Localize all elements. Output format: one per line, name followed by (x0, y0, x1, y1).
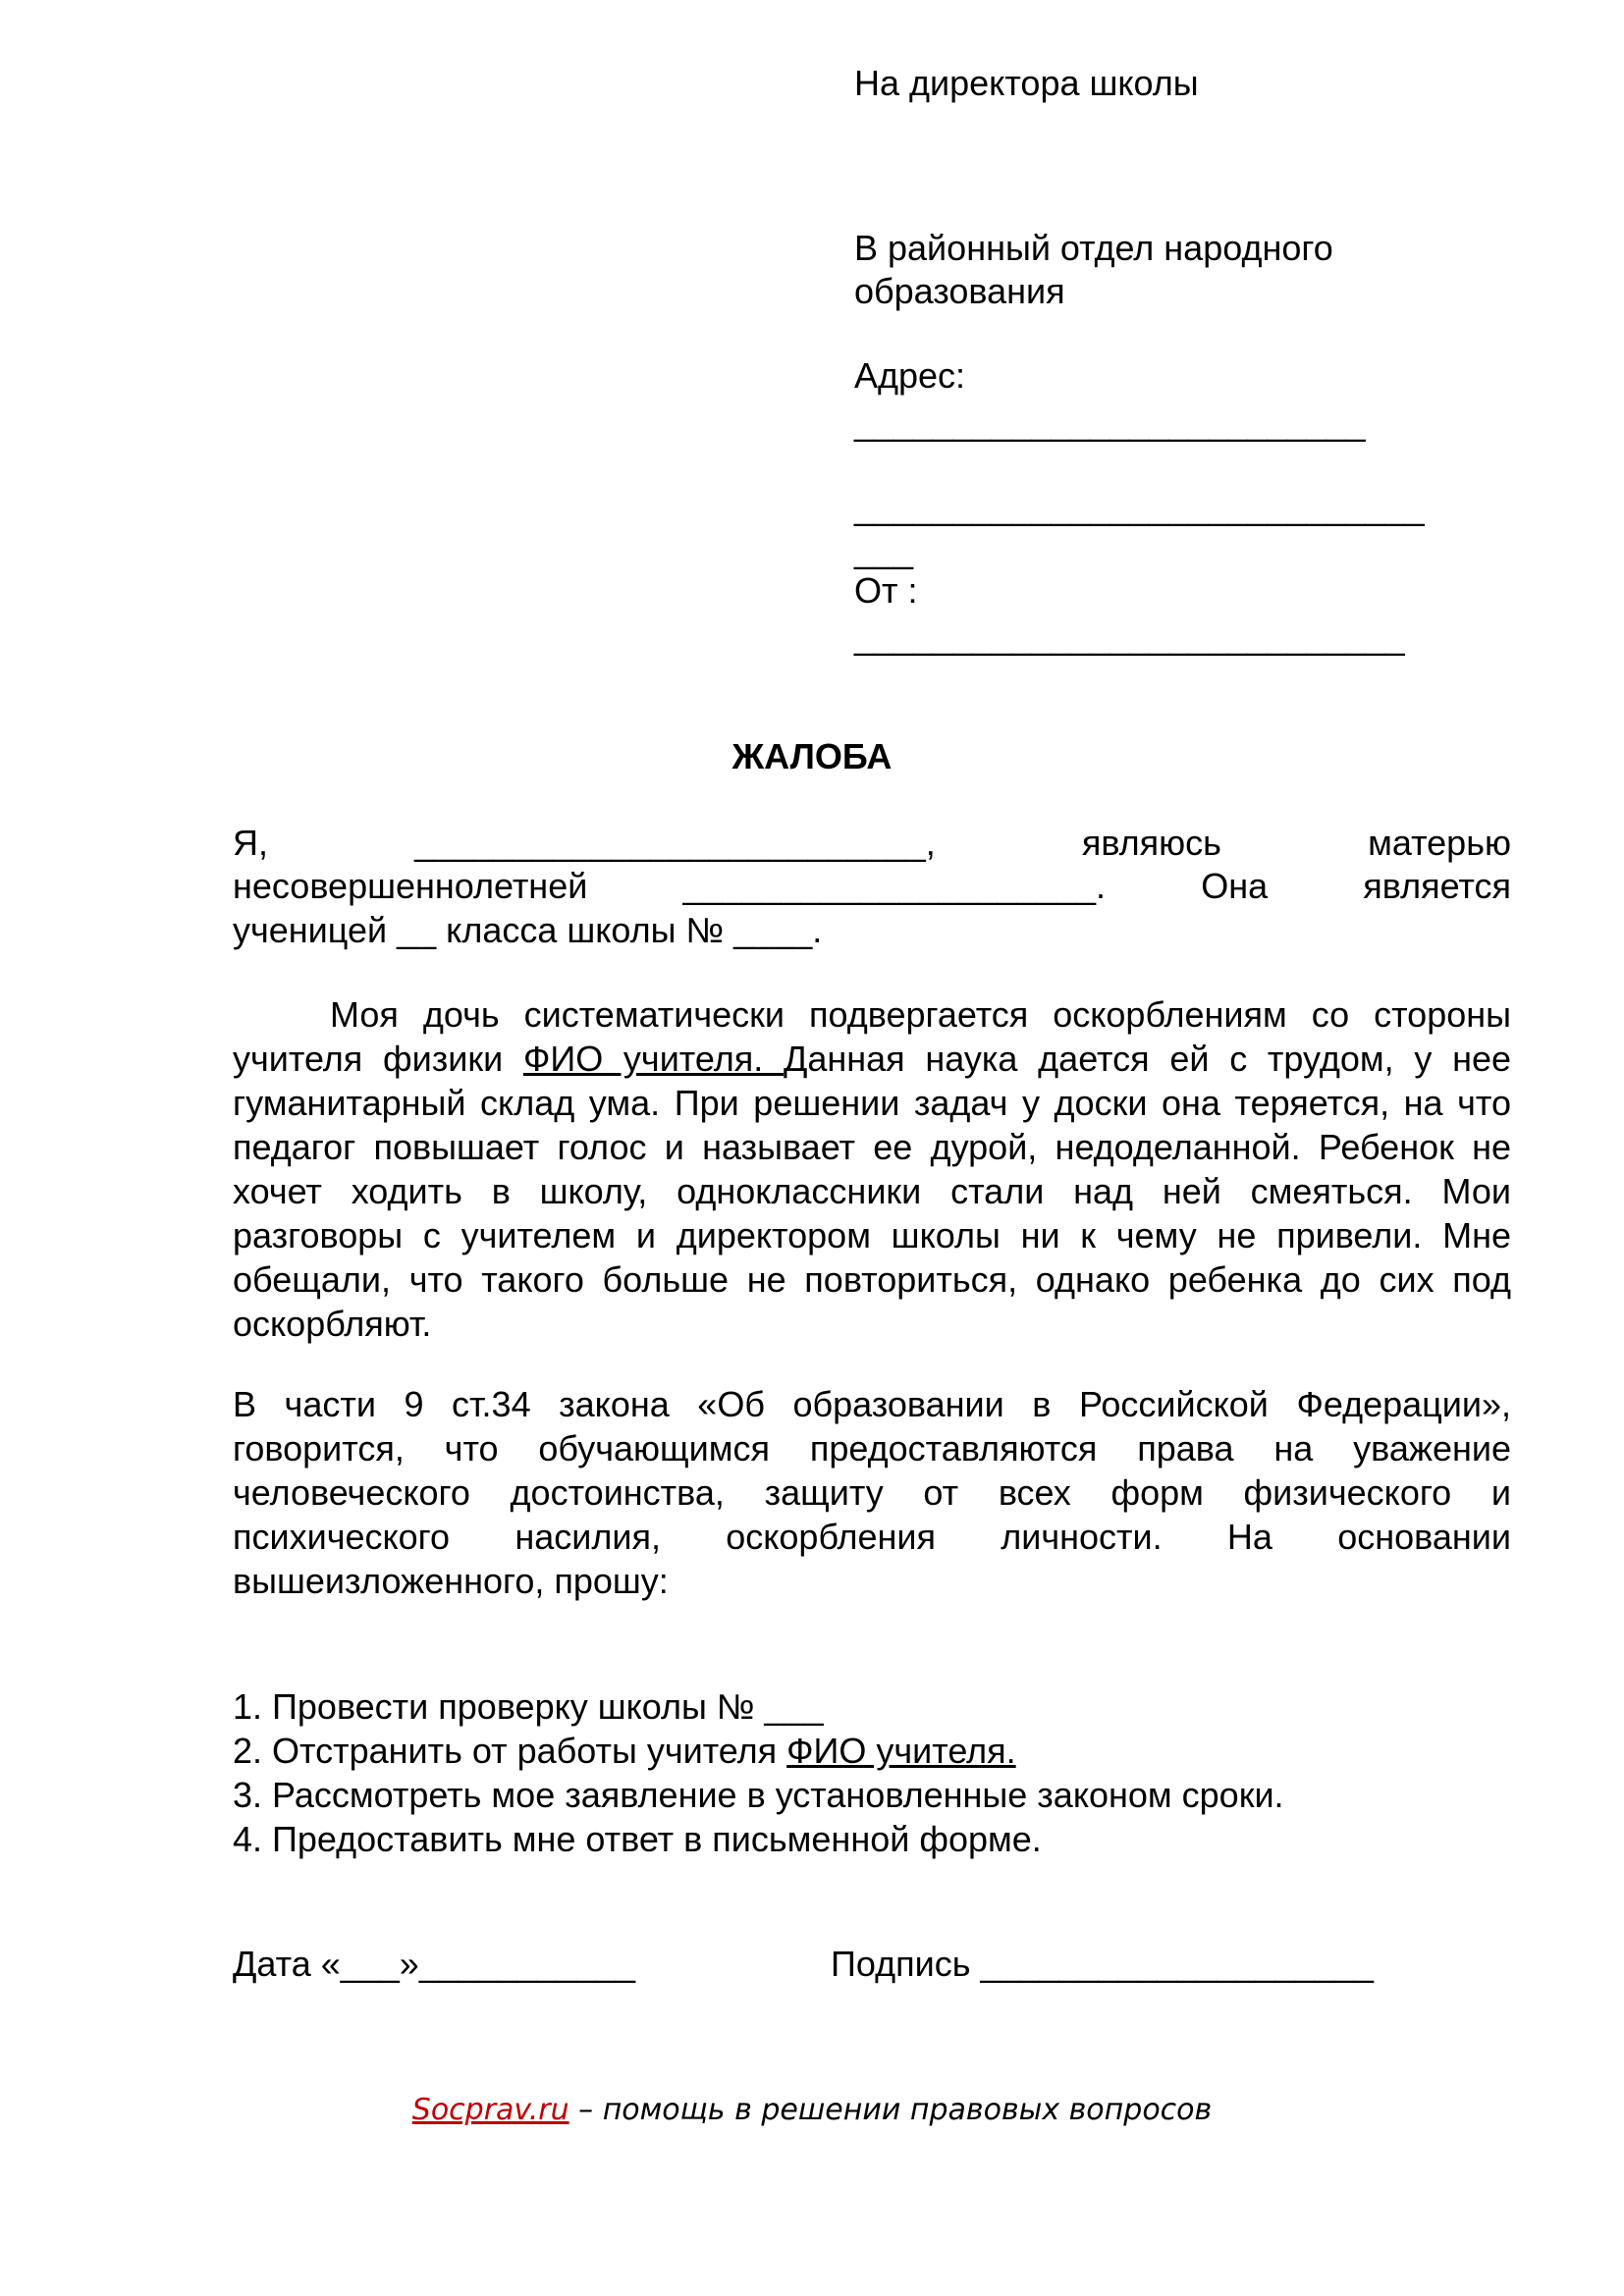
intro-line-3: ученицей __ класса школы № ____. (233, 910, 823, 950)
intro-word: Я, (233, 823, 268, 863)
footer-tagline: – помощь в решении правовых вопросов (568, 2093, 1213, 2127)
law-paragraph (233, 1382, 1511, 1603)
address-blank-2-cont: ___ (854, 530, 914, 570)
list-item: 4. Предоставить мне ответ в письменной форме. (233, 1819, 1042, 1859)
paragraph-text: В части 9 ст.34 закона «Об образовании в Российской Федерации», говорится, что обучающимся предоставляются права на уважение человеческого достоинства, защиту от всех форм физического и психического насилия, оскорбления личности. На основании вышеизложенного, прошу: (233, 1384, 1511, 1601)
intro-word: являюсь (1081, 823, 1221, 863)
from-label: От : (854, 570, 918, 611)
date-field: Дата «___»___________ (233, 1944, 636, 1984)
list-item: 3. Рассмотреть мое заявление в установленные законом сроки. (233, 1775, 1284, 1815)
intro-word: Она (1201, 866, 1269, 906)
paragraph-text: Данная наука дается ей с трудом, у нее гуманитарный склад ума. При решении задач у доски она теряется, на что педагог повышает голос и называет ее дурой, недоделанной. Ребенок не хочет ходить в школу, одноклассники стали над ней смеяться. Мои разговоры с учителем и директором школы ни к чему не привели. Мне обещали, что такого больше не повториться, однако ребенка до сих под оскорбляют. (233, 1039, 1512, 1344)
recipient-department-line2: образования (854, 271, 1065, 311)
list-item (233, 1729, 1284, 1773)
child-name-blank: _____________________. (682, 866, 1106, 906)
address-blank-1: __________________________ (854, 402, 1366, 443)
signature-field: Подпись ____________________ (831, 1944, 1374, 1984)
intro-line-1 (233, 821, 1511, 865)
from-blank: ____________________________ (854, 616, 1405, 657)
request-list (233, 1684, 1284, 1861)
recipient-director: На директора школы (854, 63, 1199, 103)
address-label: Адрес: (854, 355, 966, 396)
name-blank: __________________________, (414, 823, 936, 863)
intro-line-2 (233, 864, 1511, 908)
site-link[interactable]: Socprav.ru (411, 2093, 569, 2127)
footer (0, 2091, 1624, 2130)
list-item: 1. Провести проверку школы № ___ (233, 1686, 824, 1727)
intro-word: является (1363, 866, 1511, 906)
teacher-name-placeholder: ФИО учителя. (522, 1039, 784, 1079)
intro-word: матерью (1368, 823, 1511, 863)
address-blank-2: _____________________________ (854, 487, 1425, 527)
list-item-text: 2. Отстранить от работы учителя (233, 1731, 787, 1771)
paragraph-text: Моя дочь систематически подвергается оскорблениям со стороны учителя физики (233, 994, 1511, 1079)
teacher-name-placeholder: ФИО учителя. (786, 1731, 1016, 1771)
intro-word: несовершеннолетней (233, 866, 588, 906)
complaint-paragraph (233, 992, 1511, 1346)
document-title: ЖАЛОБА (731, 736, 893, 776)
recipient-department-line1: В районный отдел народного (854, 228, 1333, 268)
